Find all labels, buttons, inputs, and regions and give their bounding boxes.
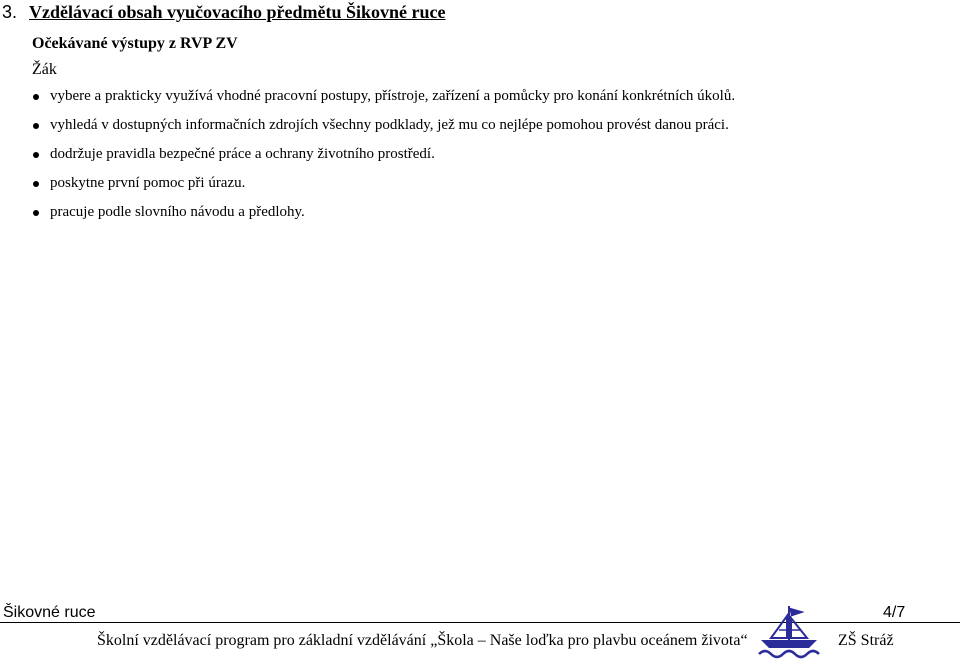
section-title: Vzdělávací obsah vyučovacího předmětu Šikovné ruce — [29, 2, 446, 22]
footer-page-number: 4/7 — [883, 604, 906, 621]
sailboat-logo-icon — [757, 604, 821, 659]
outcomes-heading: Očekávané výstupy z RVP ZV — [32, 35, 238, 52]
bullet-icon — [33, 181, 39, 187]
section-number: 3. — [2, 2, 18, 22]
footer-subject-name: Šikovné ruce — [3, 604, 96, 621]
bullet-icon — [33, 152, 39, 158]
bullet-icon — [33, 210, 39, 216]
footer-program-name: Školní vzdělávací program pro základní vzdělávání „Škola – Naše loďka pro plavbu oceánem života“ — [97, 632, 748, 649]
outcomes-subject: Žák — [32, 61, 57, 78]
footer-school-name: ZŠ Stráž — [838, 632, 894, 649]
section-heading — [2, 2, 446, 23]
bullet-icon — [33, 123, 39, 129]
bullet-icon — [33, 94, 39, 100]
